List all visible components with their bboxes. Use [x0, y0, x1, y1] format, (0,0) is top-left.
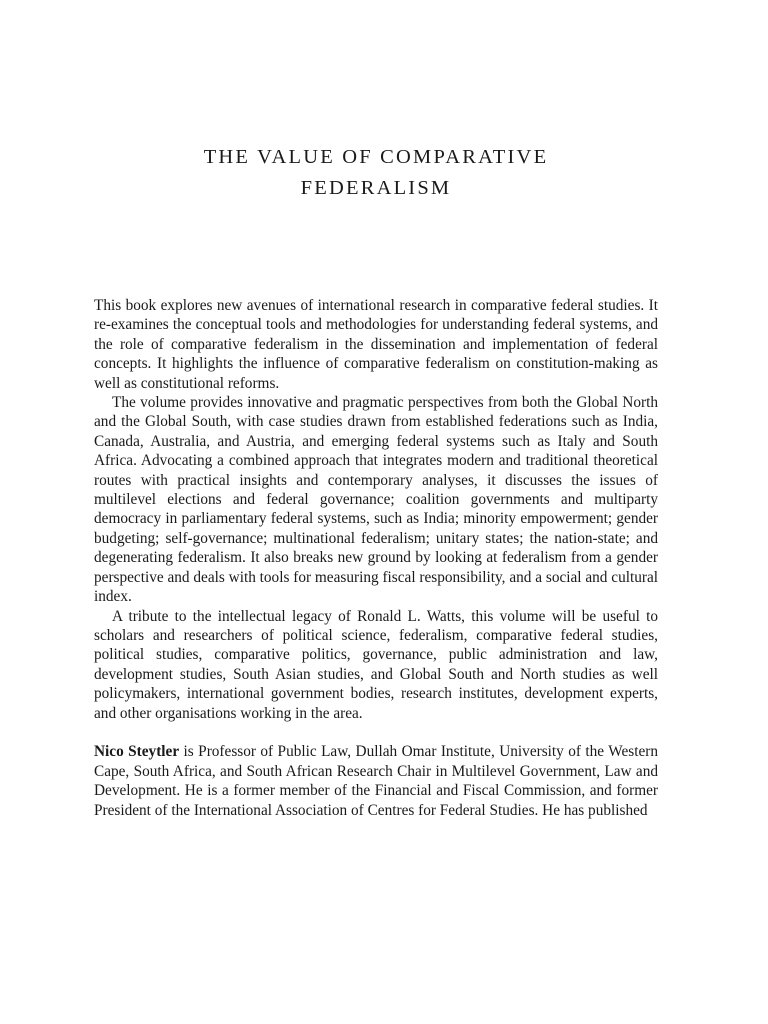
description-paragraph-2: The volume provides innovative and pragmatic perspectives from both the Global North and the Global South, with case studies drawn from established federations such as India, Canada, Australia, and Austria, and emerging federal systems such as Italy and South Africa. Advocating a combined approach that integrates modern and traditional theoretical routes with practical insights and contemporary analyses, it discusses the issues of multilevel elections and federal governance; coalition governments and multiparty democracy in parliamentary federal systems, such as India; minority empowerment; gender budgeting; self-governance; multinational federalism; unitary states; the nation-state; and degenerating federalism. It also breaks new ground by looking at federalism from a gender perspective and deals with tools for measuring fiscal responsibility, and a social and cultural index. — [94, 394, 658, 606]
description-paragraph-1: This book explores new avenues of international research in comparative federal studies. It re-examines the conceptual tools and methodologies for understanding federal systems, and the role of comparative federalism in the dissemination and implementation of federal concepts. It highlights the influence of comparative federalism on constitution-making as well as constitutional reforms. — [94, 297, 658, 392]
author-bio-text: is Professor of Public Law, Dullah Omar Institute, University of the Western Cape, South Africa, and South African Research Chair in Multilevel Government, Law and Development. He is a former member of the Financial and Fiscal Commission, and former President of the International Association of Centres for Federal Studies. He has published — [94, 743, 658, 819]
description-paragraph-3: A tribute to the intellectual legacy of Ronald L. Watts, this volume will be useful to scholars and researchers of political science, federalism, comparative federal studies, political studies, comparative politics, governance, public administration and law, development studies, South Asian studies, and Global South and North studies as well policymakers, international government bodies, research institutes, development experts, and other organisations working in the area. — [94, 607, 658, 722]
description-body — [94, 296, 658, 820]
book-title — [94, 142, 658, 204]
book-title-line-2: FEDERALISM — [300, 177, 452, 199]
author-bio — [94, 742, 658, 820]
author-name: Nico Steytler — [94, 743, 180, 761]
book-title-line-1: THE VALUE OF COMPARATIVE — [203, 146, 549, 168]
